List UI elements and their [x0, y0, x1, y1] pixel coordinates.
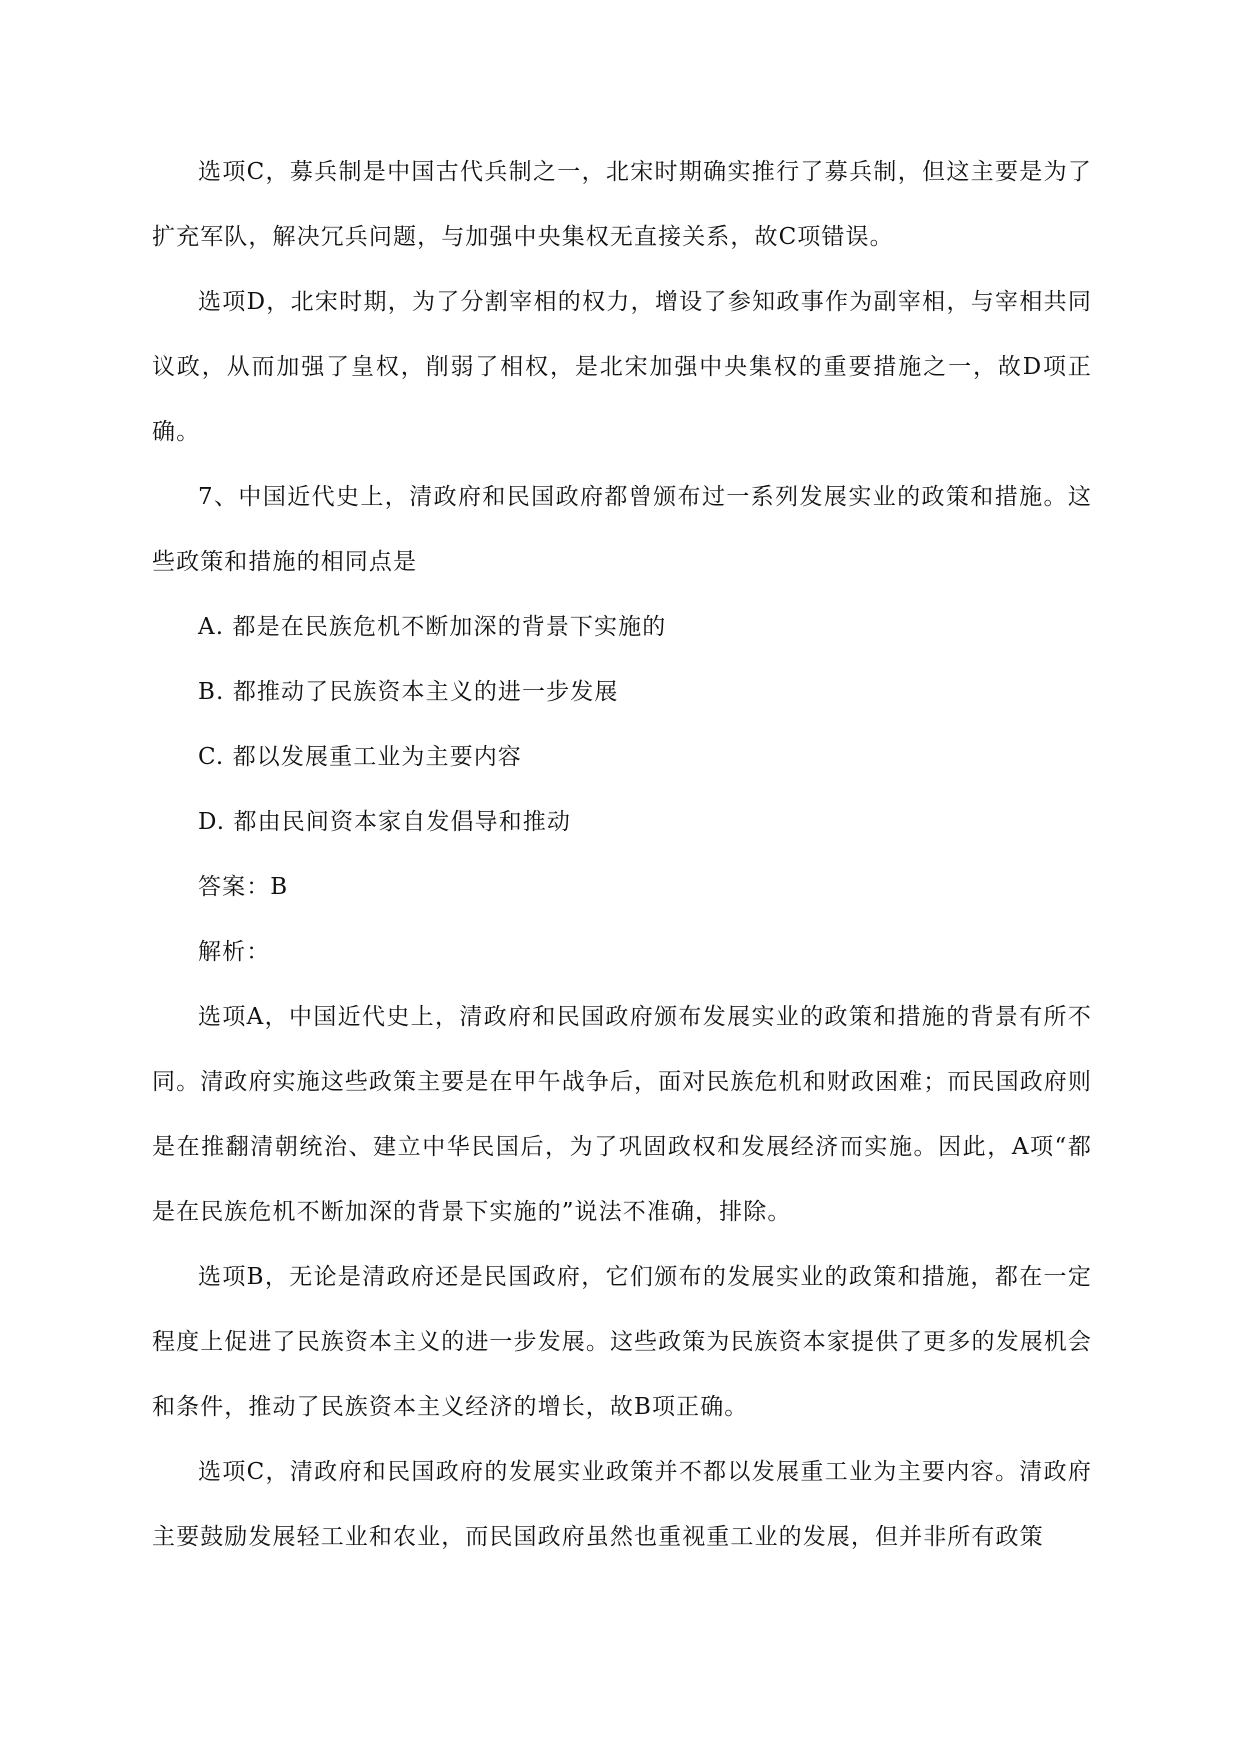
answer-line: 答案：B — [198, 874, 289, 900]
paragraph-option-c: 选项C，募兵制是中国古代兵制之一，北宋时期确实推行了募兵制，但这主要是为了扩充军队，解决冗兵问题，与加强中央集权无直接关系，故C项错误。 — [152, 159, 1092, 250]
option-d: D. 都由民间资本家自发倡导和推动 — [198, 809, 571, 835]
paragraph-option-d: 选项D，北宋时期，为了分割宰相的权力，增设了参知政事作为副宰相，与宰相共同议政，从而加强了皇权，削弱了相权，是北宋加强中央集权的重要措施之一，故D项正确。 — [152, 289, 1092, 445]
analysis-label: 解析： — [198, 939, 271, 965]
analysis-option-b: 选项B，无论是清政府还是民国政府，它们颁布的发展实业的政策和措施，都在一定程度上促进了民族资本主义的进一步发展。这些政策为民族资本家提供了更多的发展机会和条件，推动了民族资本主义经济的增长，故B项正确。 — [152, 1264, 1092, 1420]
analysis-option-c: 选项C，清政府和民国政府的发展实业政策并不都以发展重工业为主要内容。清政府主要鼓励发展轻工业和农业，而民国政府虽然也重视重工业的发展，但并非所有政策 — [152, 1459, 1092, 1550]
option-b: B. 都推动了民族资本主义的进一步发展 — [198, 679, 619, 705]
document-page — [152, 140, 1092, 1570]
option-a: A. 都是在民族危机不断加深的背景下实施的 — [198, 614, 667, 640]
analysis-option-a: 选项A，中国近代史上，清政府和民国政府颁布发展实业的政策和措施的背景有所不同。清政府实施这些政策主要是在甲午战争后，面对民族危机和财政困难；而民国政府则是在推翻清朝统治、建立中华民国后，为了巩固政权和发展经济而实施。因此，A项“都是在民族危机不断加深的背景下实施的”说法不准确，排除。 — [152, 1004, 1092, 1225]
question-stem: 7、中国近代史上，清政府和民国政府都曾颁布过一系列发展实业的政策和措施。这些政策和措施的相同点是 — [152, 484, 1092, 575]
option-c: C. 都以发展重工业为主要内容 — [198, 744, 522, 770]
